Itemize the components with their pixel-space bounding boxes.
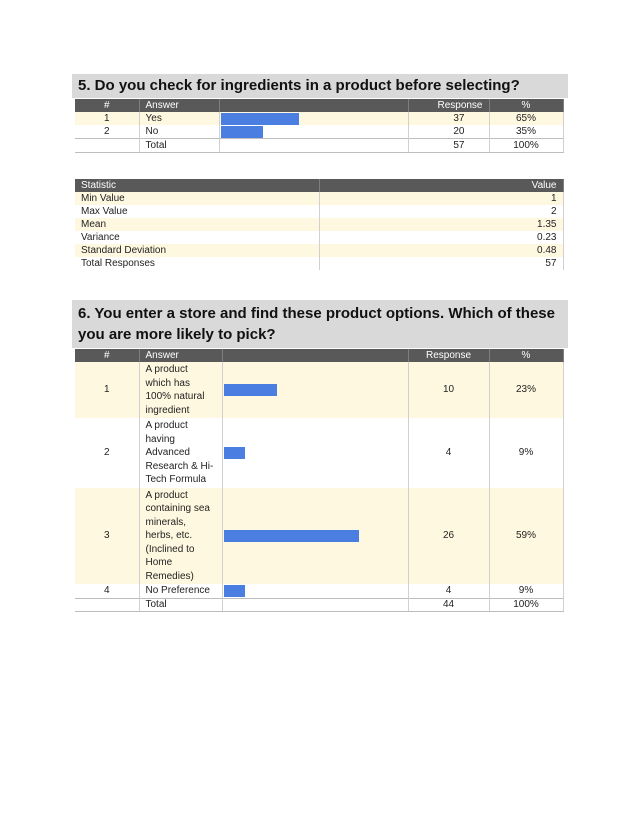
- stat-value: 1.35: [319, 218, 563, 231]
- total-label: Total: [139, 598, 222, 611]
- stat-label: Variance: [75, 231, 319, 244]
- row-number: 3: [75, 488, 139, 584]
- bar-cell: [219, 112, 408, 125]
- col-header-bar: [219, 99, 408, 112]
- stat-value: 0.48: [319, 244, 563, 257]
- stat-label: Min Value: [75, 192, 319, 205]
- table-row: [75, 362, 563, 418]
- table-row: [75, 125, 563, 139]
- row-number: 4: [75, 584, 139, 598]
- question-6-title: [72, 300, 568, 348]
- response-bar: [221, 126, 263, 138]
- response-bar: [224, 585, 245, 597]
- total-row: [75, 139, 563, 153]
- table-row: [75, 112, 563, 125]
- row-percent: 35%: [489, 125, 563, 139]
- table-row: [75, 192, 563, 205]
- row-answer: A product containing sea minerals, herbs, etc. (Inclined to Home Remedies): [139, 488, 222, 584]
- table-header-row: [75, 179, 563, 192]
- col-header-percent: %: [489, 99, 563, 112]
- row-response: 4: [408, 418, 489, 488]
- col-header-value: Value: [319, 179, 563, 192]
- table-row: [75, 244, 563, 257]
- question-5-title: 5. Do you check for ingredients in a product before selecting?: [72, 74, 568, 98]
- total-row: [75, 598, 563, 611]
- total-blank: [222, 598, 408, 611]
- row-percent: 65%: [489, 112, 563, 125]
- response-bar: [224, 447, 245, 459]
- stat-value: 57: [319, 257, 563, 270]
- table-row: [75, 584, 563, 598]
- col-header-answer: Answer: [139, 349, 222, 362]
- stat-value: 2: [319, 205, 563, 218]
- row-answer: A product having Advanced Research & Hi-Tech Formula: [139, 418, 222, 488]
- total-percent: 100%: [489, 598, 563, 611]
- col-header-response: Response: [408, 99, 489, 112]
- row-number: 1: [75, 362, 139, 418]
- response-bar: [224, 530, 359, 542]
- table-row: [75, 205, 563, 218]
- row-number: 2: [75, 125, 139, 139]
- stat-label: Standard Deviation: [75, 244, 319, 257]
- total-label: Total: [139, 139, 219, 153]
- total-blank: [75, 139, 139, 153]
- table-header-row: [75, 99, 563, 112]
- row-answer: A product which has 100% natural ingredient: [139, 362, 222, 418]
- total-blank: [75, 598, 139, 611]
- total-response: 57: [408, 139, 489, 153]
- col-header-bar: [222, 349, 408, 362]
- question-5-table: [75, 99, 564, 153]
- question-6-title-line2: you are more likely to pick?: [78, 326, 276, 343]
- total-blank: [219, 139, 408, 153]
- table-row: [75, 488, 563, 584]
- table-row: [75, 257, 563, 270]
- stat-value: 0.23: [319, 231, 563, 244]
- row-percent: 23%: [489, 362, 563, 418]
- row-percent: 9%: [489, 418, 563, 488]
- table-row: [75, 218, 563, 231]
- stat-label: Mean: [75, 218, 319, 231]
- bar-cell: [222, 362, 408, 418]
- response-bar: [221, 113, 299, 125]
- col-header-number: #: [75, 99, 139, 112]
- table-header-row: [75, 349, 563, 362]
- col-header-number: #: [75, 349, 139, 362]
- row-response: 4: [408, 584, 489, 598]
- row-percent: 9%: [489, 584, 563, 598]
- row-response: 20: [408, 125, 489, 139]
- response-bar: [224, 384, 277, 396]
- row-answer: No: [139, 125, 219, 139]
- table-row: [75, 418, 563, 488]
- row-number: 1: [75, 112, 139, 125]
- row-response: 26: [408, 488, 489, 584]
- statistics-table: [75, 179, 564, 270]
- row-response: 37: [408, 112, 489, 125]
- bar-cell: [222, 488, 408, 584]
- stat-label: Max Value: [75, 205, 319, 218]
- table-row: [75, 231, 563, 244]
- row-answer: No Preference: [139, 584, 222, 598]
- col-header-answer: Answer: [139, 99, 219, 112]
- bar-cell: [219, 125, 408, 139]
- total-percent: 100%: [489, 139, 563, 153]
- row-answer: Yes: [139, 112, 219, 125]
- question-6-table: [75, 349, 564, 612]
- row-number: 2: [75, 418, 139, 488]
- row-response: 10: [408, 362, 489, 418]
- bar-cell: [222, 584, 408, 598]
- row-percent: 59%: [489, 488, 563, 584]
- col-header-percent: %: [489, 349, 563, 362]
- bar-cell: [222, 418, 408, 488]
- col-header-statistic: Statistic: [75, 179, 319, 192]
- total-response: 44: [408, 598, 489, 611]
- stat-label: Total Responses: [75, 257, 319, 270]
- col-header-response: Response: [408, 349, 489, 362]
- stat-value: 1: [319, 192, 563, 205]
- question-6-title-line1: 6. You enter a store and find these product options. Which of these: [78, 305, 555, 322]
